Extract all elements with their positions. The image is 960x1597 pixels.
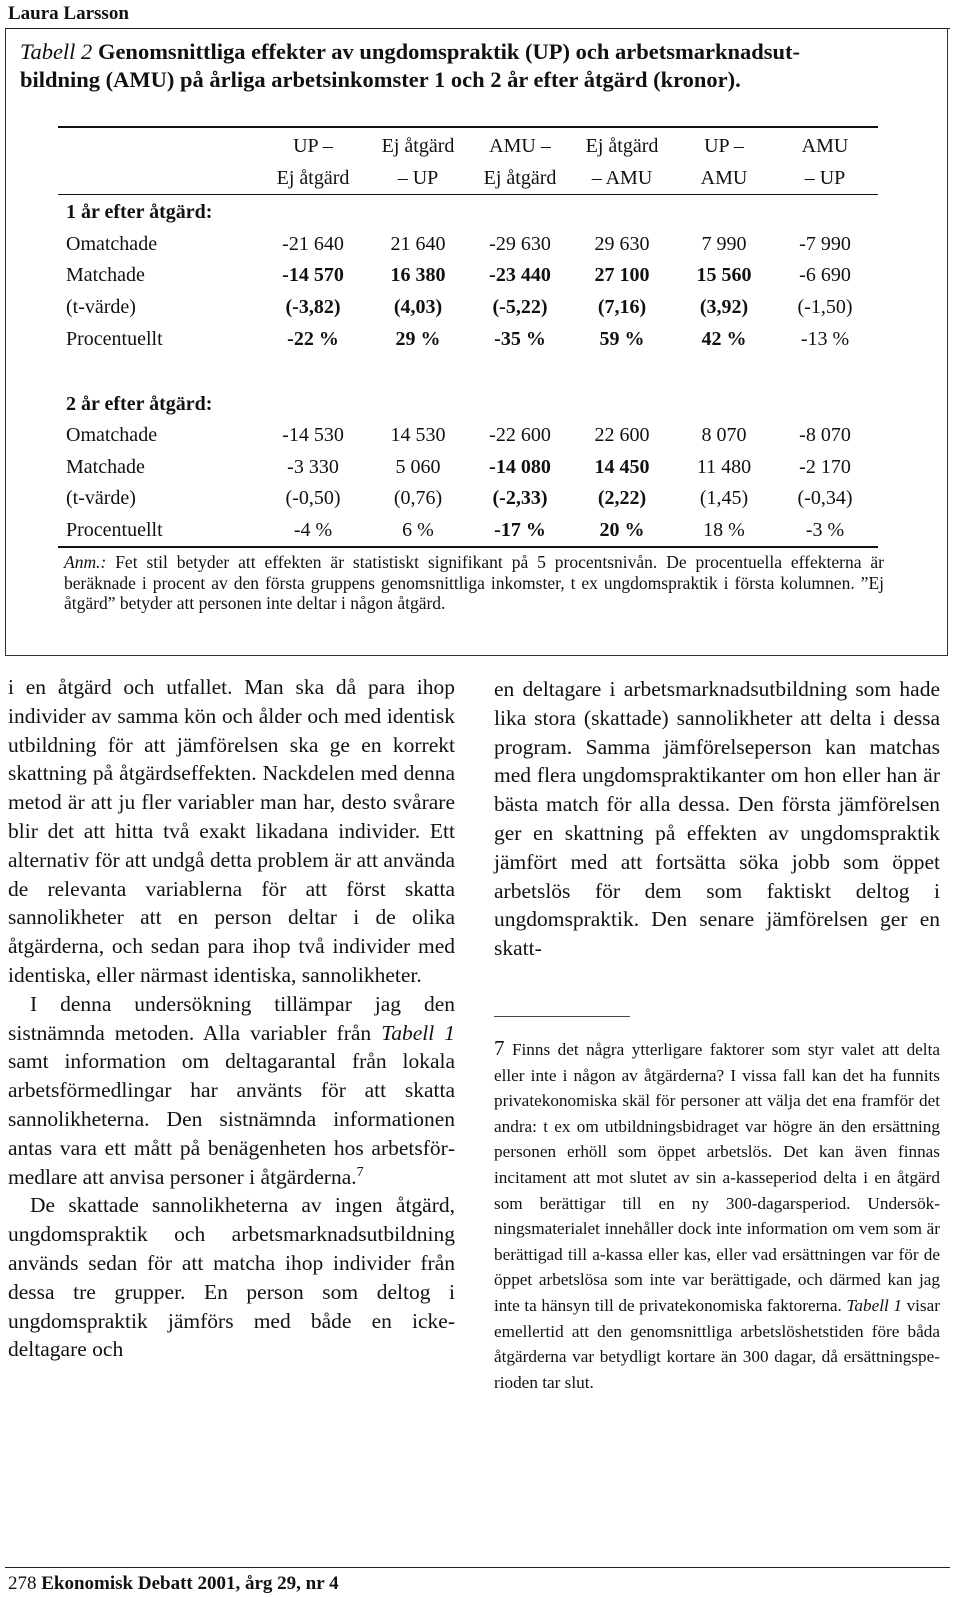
table-cell: 7 990 [701,233,747,255]
table-cell: (-0,34) [797,487,853,509]
table-cell: (0,76) [393,487,443,509]
table-cell: -22 600 [489,424,551,446]
row-label: Procentuellt [66,328,163,350]
table-cell: 8 070 [701,424,747,446]
column-header: – AMU [591,167,653,189]
journal-citation: Ekonomisk Debatt 2001, årg 29, nr 4 [41,1573,339,1594]
footnote-number: 7 [494,1036,505,1060]
table-cell: (-3,82) [285,296,341,318]
table-caption-line-1: Genomsnittliga effekter av ungdomspraktik (UP) och arbetsmarknadsut- [97,39,801,64]
section-heading: 1 år efter åtgärd: [66,201,213,223]
table-caption-label: Tabell 2 [20,39,93,64]
table-cell: 59 % [599,328,645,350]
table-cell: -23 440 [489,264,551,286]
column-header: UP – [293,135,333,157]
running-footer [8,1572,339,1596]
column-header: Ej åtgärd [381,135,455,157]
column-header: Ej åtgärd [585,135,659,157]
body-column-right [494,675,940,963]
table-reference: Tabell 1 [381,1020,455,1045]
table-reference: Tabell 1 [846,1295,902,1315]
table-cell: -29 630 [489,233,551,255]
column-header: Ej åtgärd [276,167,350,189]
column-header: – UP [397,167,439,189]
table-cell: 5 060 [395,456,441,478]
row-label: (t-värde) [66,487,136,509]
footnote-text: Finns det några ytterligare faktorer som styr valet att delta eller inte i någon av åtgärderna? I vissa fall kan det ha funnits privatekonomiska skäl för personer att välja det ena framför det andra: t ex om utbildningsbidraget var högre än den ersättning personen erhöll som öppet arbetslös. Det kan även finnas incitament att mot slutet av sin a-kasseperiod delta i en åtgärd som berättigar till en ny 300-dagarsperiod. Undersökningsmaterialet innehåller dock inte information om vem som är berättigad till a-kassa eller kas, eller vad ersättningen var för de öppet arbetslösa som inte var berättigade, och därmed kan jag inte ta hänsyn till de privatekonomiska faktorerna. [494,1040,940,1315]
table-cell: 21 640 [390,233,446,255]
table-cell: 15 560 [696,264,752,286]
section-heading: 2 år efter åtgärd: [66,393,213,415]
table-cell: 27 100 [594,264,650,286]
table-cell: (-2,33) [492,487,548,509]
table-cell: (7,16) [597,296,647,318]
footnote-marker: 7 [356,1164,364,1180]
footnote-text: visar emellertid att den genomsnittliga arbetslöshetstiden före båda åtgärderna var betydligt kortare än 300 dagar, då ersättningsperioden tar slut. [494,1295,940,1392]
table-top-rule [58,126,878,128]
table-cell: -14 080 [489,456,551,478]
table-cell: -7 990 [799,233,851,255]
table-note-label: Anm.: [64,552,107,572]
footnote-rule [494,1016,630,1017]
paragraph-text: I denna undersökning tillämpar jag den sistnämnda metoden. Alla variabler från [8,991,455,1045]
paragraph-text: samt information om deltagarantal från lokala arbetsförmedlingar har använts för att skatta sannolikheterna. Den sistnämnda informationen antas vara ett mått på benägenheten hos arbetsförmedlare att anvisa personer i åtgärderna. [8,1049,455,1189]
column-header: UP – [704,135,744,157]
table-cell: -35 % [494,328,546,350]
paragraph: en deltagare i arbetsmarknadsutbildning som hade lika stora (skattade) sannolikheter att delta i dessa program. Samma jämförelseperson kan matchas med flera ungdomspraktikanter om hon eller han är bästa match för alla dessa. Den första jämförelsen ger en skattning på effekten av ungdomspraktik jämfört med att fortsätta söka jobb som öppet arbetslös för dem som faktiskt deltog i ungdomspraktik. Den senare jämförelsen ger en skatt- [494,677,940,961]
table-cell: 29 % [395,328,441,350]
table-cell: -2 170 [799,456,851,478]
table-header-rule [58,194,878,195]
table-cell: (2,22) [597,487,647,509]
footer-rule [5,1567,950,1568]
table-cell: 14 450 [594,456,650,478]
table-cell: -17 % [494,519,546,541]
table-caption-line-2: bildning (AMU) på årliga arbetsinkomster 1 och 2 år efter åtgärd (kronor). [20,67,741,92]
table-cell: 42 % [701,328,747,350]
body-column-left [8,673,455,1364]
table-cell: -6 690 [799,264,851,286]
table-note [64,552,884,614]
table-cell: -14 570 [282,264,344,286]
table-cell: 22 600 [594,424,650,446]
table-cell: (-1,50) [797,296,853,318]
table-cell: 16 380 [390,264,446,286]
paragraph: i en åtgärd och utfallet. Man ska då para ihop individer av samma kön och ålder och med identisk utbildning för att jämförelsen ska ge en korrekt skattning på åtgärdseffekten. Nackdelen med denna metod är att ju fler variabler man har, desto svårare blir det att hitta två exakt likadana individer. Ett alternativ för att undgå detta problem är att använda de relevanta variablerna för att först skatta sannolikheter att en person deltar i de olika åtgärderna, och sedan para ihop två individer med identiska, eller närmast identiska, sannolikheter. [8,675,455,987]
table-cell: -8 070 [799,424,851,446]
table-cell: 20 % [599,519,645,541]
table-cell: 14 530 [390,424,446,446]
table-cell: (-5,22) [492,296,548,318]
row-label: Omatchade [66,424,158,446]
table-cell: -3 % [805,519,845,541]
table-cell: -13 % [800,328,850,350]
table-cell: -4 % [293,519,333,541]
table-caption [20,38,940,94]
table-cell: -3 330 [287,456,339,478]
table-cell: (4,03) [393,296,443,318]
row-label: Omatchade [66,233,158,255]
running-header-author: Laura Larsson [8,3,129,24]
column-header: Ej åtgärd [483,167,557,189]
column-header: – UP [804,167,846,189]
table-cell: (1,45) [699,487,749,509]
table-bottom-rule [58,546,878,548]
table-cell: (-0,50) [285,487,341,509]
column-header: AMU [801,135,849,157]
column-header: AMU [700,167,748,189]
footnote [494,1036,940,1395]
table-cell: 18 % [703,519,745,541]
page-number: 278 [8,1573,37,1594]
table-cell: -14 530 [282,424,344,446]
row-label: Procentuellt [66,519,163,541]
table-cell: 29 630 [594,233,650,255]
column-header: AMU – [489,135,551,157]
row-label: Matchade [66,456,145,478]
table-cell: 11 480 [696,456,752,478]
paragraph: De skattade sannolikheterna av ingen åtgärd, ungdomspraktik och arbetsmarknadsutbildning används sedan för att matcha ihop individer från dessa tre grupper. En person som deltog i ungdomspraktik jämförs med både en icke-deltagare och [8,1193,455,1362]
table-cell: -22 % [287,328,339,350]
row-label: Matchade [66,264,145,286]
table-cell: 6 % [402,519,434,541]
table-note-text: Fet stil betyder att effekten är statistiskt signifikant på 5 procentsnivån. De procentuella effekterna är beräknade i procent av den första gruppens genomsnittliga inkomster, t ex ungdomspraktik i första kolumnen. ”Ej åtgärd” betyder att personen inte deltar i någon åtgärd. [64,552,885,613]
table-cell: (3,92) [699,296,749,318]
table-cell: -21 640 [282,233,344,255]
row-label: (t-värde) [66,296,136,318]
paragraph [8,990,455,1192]
